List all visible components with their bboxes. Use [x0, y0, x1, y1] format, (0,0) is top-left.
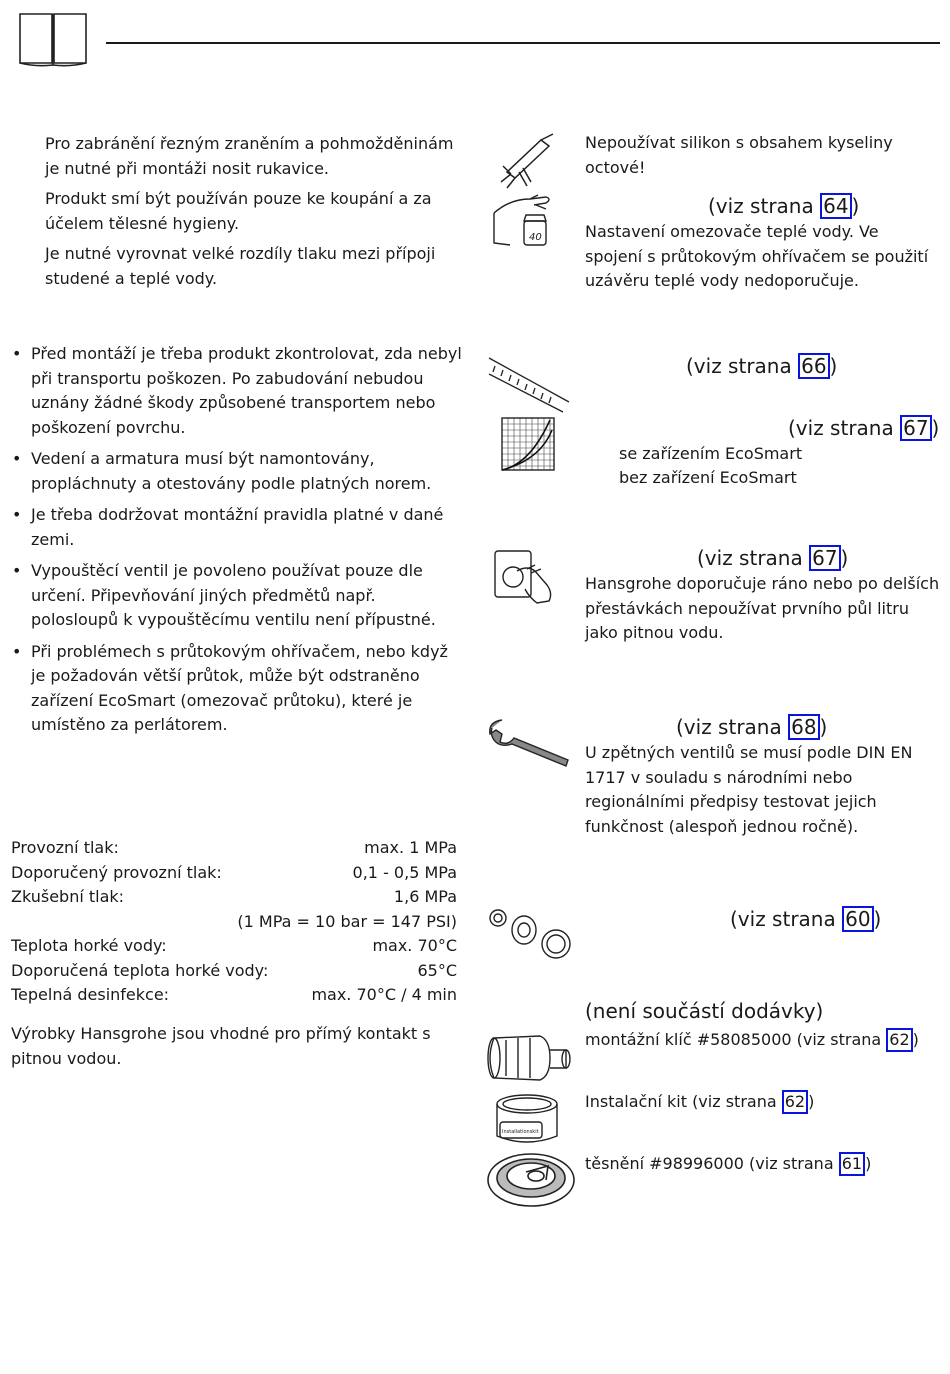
spec-row: Zkušební tlak: 1,6 MPa — [11, 887, 457, 906]
seal-ring-icon — [486, 1152, 576, 1208]
mounting-key-icon — [484, 1028, 576, 1084]
technical-data — [11, 836, 457, 1008]
accessories-heading: (není součástí dodávky) — [585, 999, 824, 1023]
spec-row: (1 MPa = 10 bar = 147 PSI) — [237, 911, 457, 931]
page-link[interactable]: 60 — [842, 906, 873, 932]
list-item: • Je třeba dodržovat montážní pravidla platné v dané zemi. — [11, 503, 466, 552]
list-item: • Vedení a armatura musí být namontovány, propláchnuty a otestovány podle platných norem. — [11, 447, 466, 496]
safety-note: Je nutné vyrovnat velké rozdíly tlaku mezi přípoji studené a teplé vody. — [45, 244, 436, 288]
safety-notes — [45, 132, 465, 297]
installation-kit-icon — [494, 1092, 560, 1148]
safety-note: Produkt smí být používán pouze ke koupání a za účelem tělesné hygieny. — [45, 189, 432, 233]
parts-reference: (viz strana 60 ) — [730, 907, 882, 931]
flow-line: se zařízením EcoSmart — [619, 444, 803, 463]
page-link[interactable]: 62 — [886, 1028, 912, 1052]
dimensions-reference: (viz strana 66 ) — [686, 354, 838, 378]
dimension-ruler-icon — [487, 354, 571, 414]
limiter-text: Nastavení omezovače teplé vody. Ve spojení s průtokovým ohřívačem se použití uzávěru teplé vody nedoporučuje. — [585, 222, 929, 290]
faucet-hand-icon — [493, 547, 563, 605]
svg-text:Installationskit: Installationskit — [502, 1129, 539, 1135]
spec-row: Doporučená teplota horké vody: 65°C — [11, 960, 457, 980]
flow-diagram-icon — [500, 416, 556, 472]
flow-reference: (viz strana 67 ) — [788, 416, 940, 440]
thermometer-hand-icon — [490, 193, 558, 251]
list-item: • Před montáží je třeba produkt zkontrolovat, zda nebyl při transportu poškozen. Po zabudování nebudou uznány žádné škody způsobené transportem nebo poškození povrchu. — [11, 342, 466, 440]
page-link[interactable]: 62 — [782, 1090, 808, 1114]
page-link[interactable]: 66 — [798, 353, 829, 379]
silicone-note: Nepoužívat silikon s obsahem kyseliny octové! — [585, 133, 893, 177]
page-link[interactable]: 67 — [809, 545, 840, 571]
silicone-gun-icon — [497, 132, 559, 190]
page-link[interactable]: 61 — [839, 1152, 865, 1176]
spec-row: Doporučený provozní tlak: 0,1 - 0,5 MPa — [11, 862, 457, 882]
spec-row: Teplota horké vody: max. 70°C — [11, 936, 457, 955]
spec-row: Tepelná desinfekce: max. 70°C / 4 min — [11, 985, 457, 1004]
drinking-water-note: Výrobky Hansgrohe jsou vhodné pro přímý kontakt s pitnou vodou. — [11, 1024, 431, 1068]
list-item: • Při problémech s průtokovým ohřívačem, nebo když je požadován větší průtok, může být odstraněno zařízení EcoSmart (omezovač průtoku), které je umístěno za perlátorem. — [11, 640, 466, 738]
svg-text:40: 40 — [529, 232, 542, 243]
page-link[interactable]: 68 — [788, 714, 819, 740]
spare-parts-icon — [488, 906, 572, 962]
accessory-item: Instalační kit (viz strana 62 ) — [585, 1090, 814, 1115]
accessory-item: montážní klíč #58085000 (viz strana 62 ) — [585, 1028, 919, 1053]
limiter-reference: (viz strana 64 ) — [708, 194, 860, 218]
header-rule — [106, 42, 940, 44]
rinse-text: Hansgrohe doporučuje ráno nebo po delších přestávkách nepoužívat prvního půl litru jako pitnou vodu. — [585, 574, 940, 642]
rinse-reference: (viz strana 67 ) — [697, 546, 849, 570]
safety-note: Pro zabránění řezným zraněním a pohmožděninám je nutné při montáži nosit rukavice. — [45, 134, 454, 178]
list-item: • Vypouštěcí ventil je povoleno používat pouze dle určení. Připevňování jiných předmětů např. polosloupů k vypouštěcímu ventilu není přípustné. — [11, 559, 466, 633]
service-reference: (viz strana 68 ) — [676, 715, 828, 739]
page-link[interactable]: 64 — [820, 193, 851, 219]
accessory-item: těsnění #98996000 (viz strana 61 ) — [585, 1152, 871, 1177]
flow-line: bez zařízení EcoSmart — [619, 468, 797, 487]
service-text: U zpětných ventilů se musí podle DIN EN 1717 v souladu s národními nebo regionálními předpisy testovat jejich funkčnost (alespoň jednou ročně). — [585, 743, 913, 836]
page-link[interactable]: 67 — [900, 415, 931, 441]
open-book-icon — [18, 11, 88, 67]
spec-row: Provozní tlak: max. 1 MPa — [11, 838, 457, 857]
wrench-icon — [486, 716, 572, 768]
installation-notes — [11, 342, 466, 745]
